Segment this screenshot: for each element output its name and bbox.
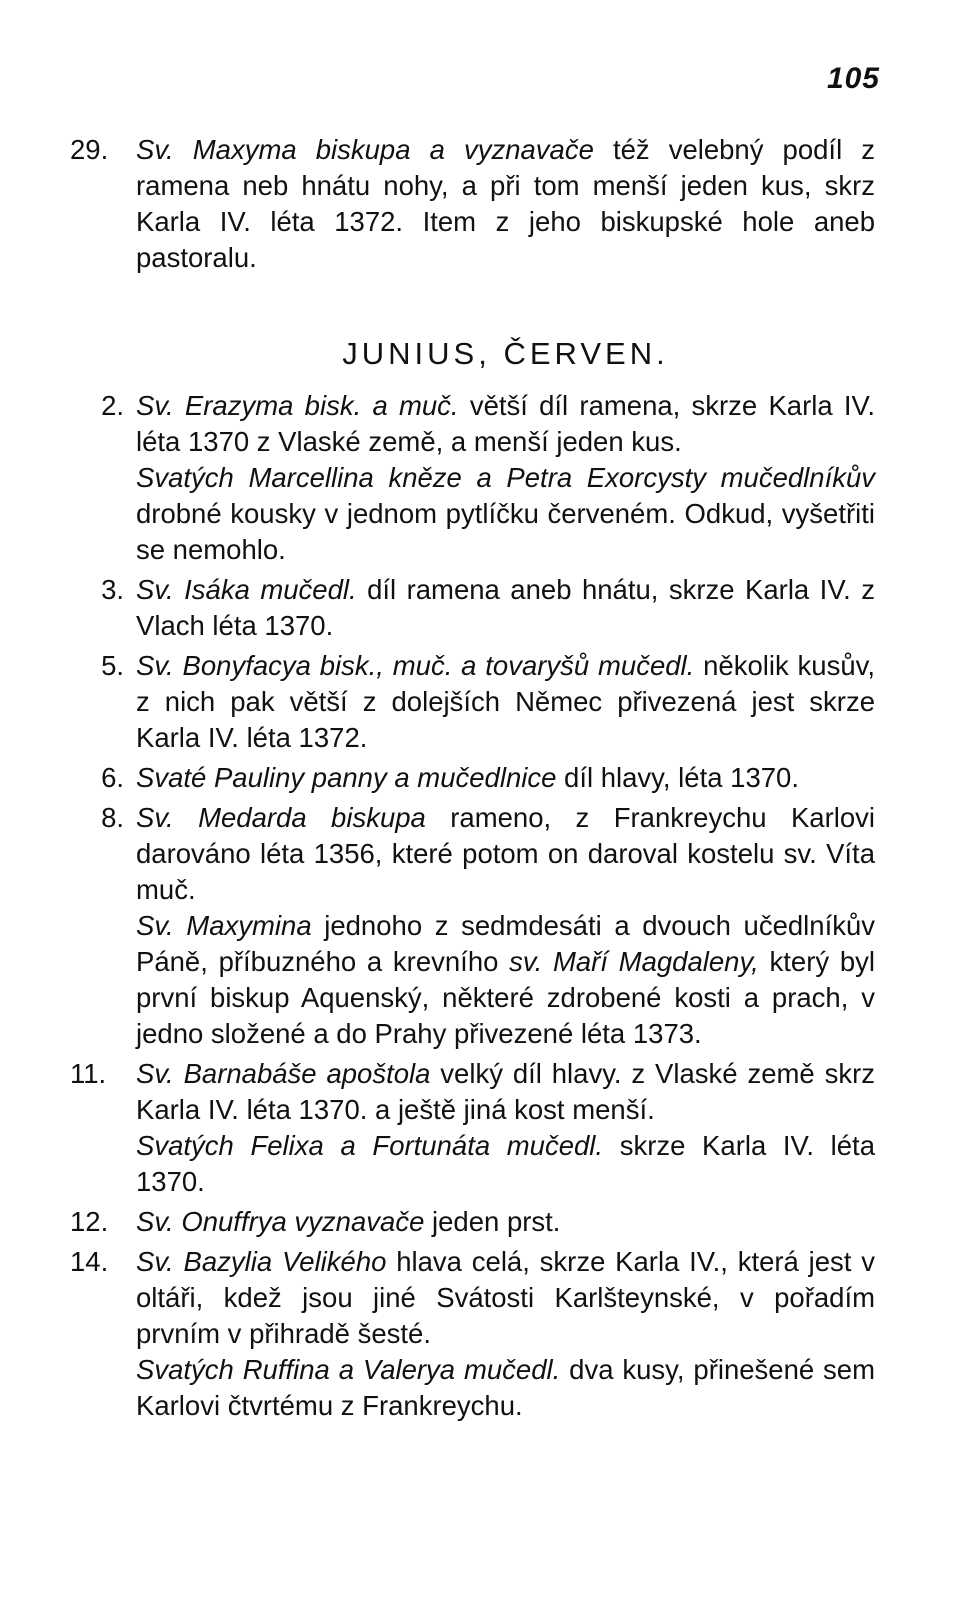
entry-description: rameno, z Frankreychu Karlovi darováno léta 1356, které potom on daroval kostelu sv. Víta muč. [136,802,876,905]
entry-number: 5. [101,650,124,681]
saint-name: Sv. Maxymina [136,910,312,941]
entry-text [136,760,875,796]
entry-number: 14. [70,1246,109,1277]
saint-name: Sv. Barnabáše apoštola [136,1058,431,1089]
saint-name: Sv. Bonyfacya bisk., muč. a tovaryšů mučedl. [136,650,695,681]
entry-text [136,1128,875,1200]
saint-name: Svatých Ruffina a Valerya mučedl. [136,1354,561,1385]
entry-6 [70,760,875,796]
saint-name: Sv. Bazylia Velikého [136,1246,387,1277]
entry-description: jeden prst. [424,1206,561,1237]
entry-8-continued [70,908,875,1052]
entry-text [136,460,875,568]
page-number: 105 [826,62,880,95]
entry-description: drobné kousky v jednom pytlíčku červeném. Odkud, vyšetřiti se nemohlo. [136,498,875,565]
entry-number: 3. [101,574,124,605]
saint-name: Sv. Medarda biskupa [136,802,426,833]
saint-name: Svatých Marcellina kněze a Petra Exorcysty mučedlníkův [136,462,875,493]
entry-text [136,132,875,276]
entry-number: 2. [101,390,124,421]
entry-5 [70,648,875,756]
saint-name-secondary: sv. Maří Magdaleny, [509,946,759,977]
entry-description: větší díl ramena, skrze Karla IV. léta 1370 z Vlaské země, a menší jeden kus. [136,390,876,457]
entry-12 [70,1204,875,1240]
saint-name: Svaté Pauliny panny a mučedlnice [136,762,557,793]
entry-number: 12. [70,1206,109,1237]
saint-name: Sv. Maxyma biskupa a vyznavače [136,134,594,165]
entry-text [136,388,875,460]
entry-description: též velebný podíl z ramena neb hnátu nohy, a při tom menší jeden kus, skrz Karla IV. léta 1372. Item z jeho biskupské hole aneb pastoralu. [136,134,875,273]
saint-name: Sv. Onuffrya vyznavače [136,1206,425,1237]
entry-description: hlava celá, skrze Karla IV., která jest v oltáři, kdež jsou jiné Svátosti Karlšteynské, v pořadím prvním v přihradě šesté. [136,1246,875,1349]
entry-number: 8. [101,802,124,833]
entry-text [136,908,875,1052]
entry-number: 29. [70,134,109,165]
entry-description: díl hlavy, léta 1370. [556,762,799,793]
entry-text [136,1204,875,1240]
entry-text [136,1352,875,1424]
entry-description: několik kusův, z nich pak větší z dolejších Němec přivezená jest skrze Karla IV. léta 1372. [136,650,875,753]
entry-2 [70,388,875,460]
entry-2-continued [70,460,875,568]
entry-text [136,1056,875,1128]
saint-name: Sv. Erazyma bisk. a muč. [136,390,459,421]
section-heading: JUNIUS, ČERVEN. [342,336,669,371]
entry-text [136,1244,875,1352]
entry-8 [70,800,875,908]
saint-name: Sv. Isáka mučedl. [136,574,357,605]
entry-14 [70,1244,875,1352]
entry-29 [70,132,875,276]
entry-11-continued [70,1128,875,1200]
entry-number: 11. [70,1058,107,1089]
entry-text [136,800,875,908]
entry-number: 6. [101,762,124,793]
entry-description: skrze Karla IV. léta 1370. [136,1130,875,1197]
saint-name: Svatých Felixa a Fortunáta mučedl. [136,1130,604,1161]
entry-description: díl ramena aneb hnátu, skrze Karla IV. z Vlach léta 1370. [136,574,875,641]
entry-text [136,648,875,756]
entry-text [136,572,875,644]
entry-description: velký díl hlavy. z Vlaské země skrz Karla IV. léta 1370. a ještě jiná kost menší. [136,1058,875,1125]
entry-14-continued [70,1352,875,1424]
entry-11 [70,1056,875,1128]
page-content [70,132,875,1424]
entry-description: jednoho z sedmdesáti a dvouch učedlníkův Páně, příbuzného a krevního [136,910,876,977]
entry-description-continued: který byl první biskup Aquenský, některé zdrobené kosti a prach, v jedno složené a do Prahy přivezené léta 1373. [136,946,875,1049]
entry-description: dva kusy, přinešené sem Karlovi čtvrtému z Frankreychu. [136,1354,876,1421]
entry-3 [70,572,875,644]
